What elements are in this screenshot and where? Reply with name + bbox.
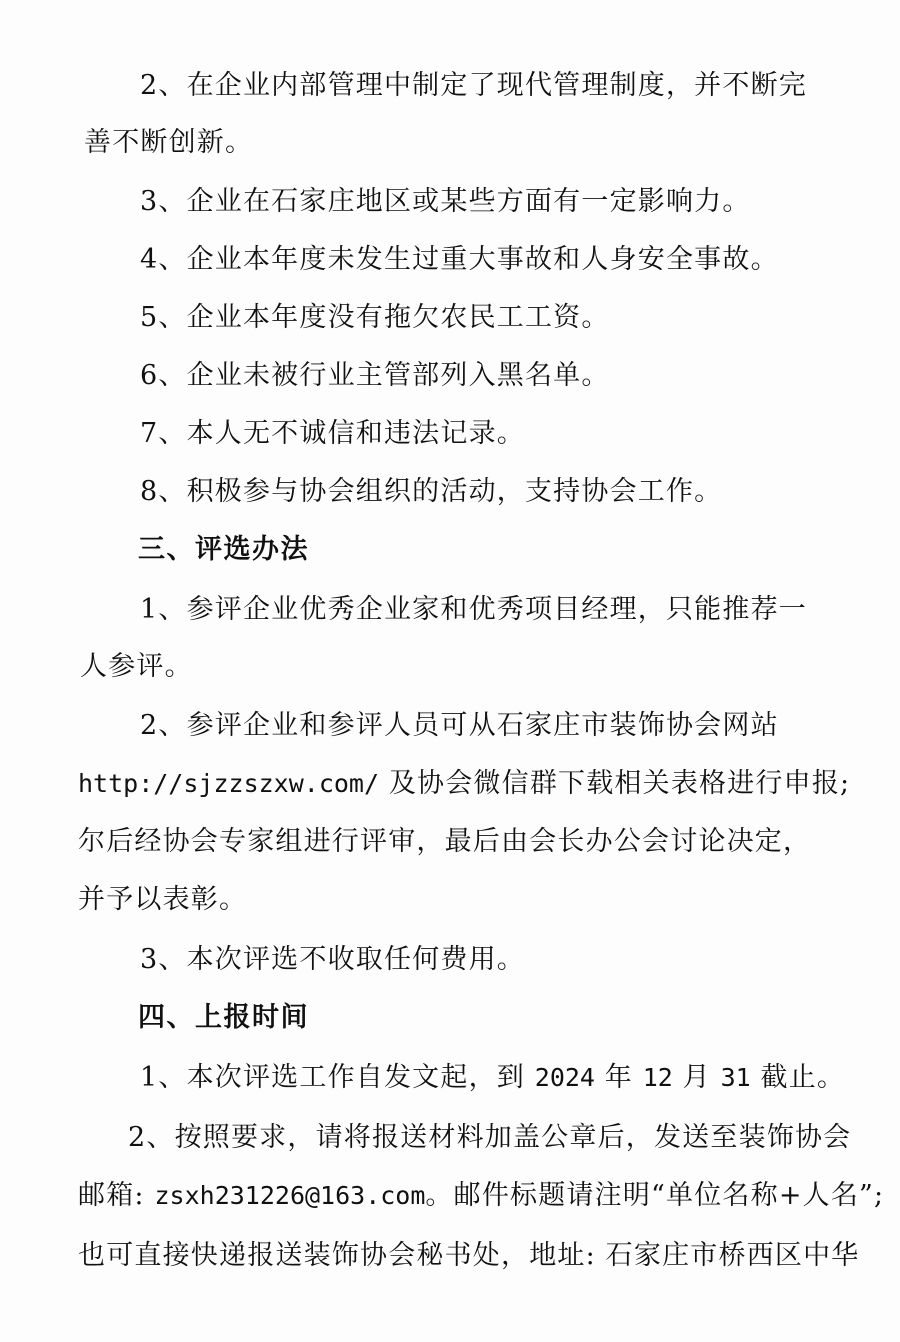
deadline-line (140, 1058, 845, 1098)
criterion-6: 6、企业未被行业主管部列入黑名单。 (140, 360, 610, 391)
criterion-3: 3、企业在石家庄地区或某些方面有一定影响力。 (140, 186, 751, 217)
submission-line-2 (78, 1176, 884, 1216)
criterion-2-line-1: 2、在企业内部管理中制定了现代管理制度，并不断完 (140, 70, 807, 101)
method-2-line-3: 尔后经协会专家组进行评审，最后由会长办公会讨论决定， (78, 826, 812, 857)
deadline-year: 2024 (534, 1063, 595, 1092)
submission-line-1: 2、按照要求，请将报送材料加盖公章后，发送至装饰协会 (128, 1122, 852, 1153)
method-3: 3、本次评选不收取任何费用。 (140, 944, 525, 975)
criterion-2-line-2: 善不断创新。 (84, 127, 254, 158)
submission-line-2-text: 。邮件标题请注明“单位名称+人名”; (425, 1180, 885, 1211)
deadline-month: 12 (642, 1063, 673, 1092)
association-website-url: http://sjzzszxw.com/ (78, 769, 380, 798)
email-label: 邮箱: (78, 1180, 155, 1211)
deadline-day: 31 (720, 1063, 751, 1092)
deadline-month-unit: 月 (672, 1062, 721, 1093)
deadline-year-unit: 年 (594, 1062, 643, 1093)
criterion-7: 7、本人无不诚信和违法记录。 (140, 418, 525, 449)
method-1-line-2: 人参评。 (80, 651, 193, 682)
submission-line-3: 也可直接快递报送装饰协会秘书处，地址: 石家庄市桥西区中华 (78, 1240, 860, 1271)
deadline-suffix: 截止。 (750, 1062, 846, 1093)
method-2-line-2-text: 及协会微信群下载相关表格进行申报; (379, 768, 851, 799)
criterion-5: 5、企业本年度没有拖欠农民工工资。 (140, 302, 610, 333)
association-email: zsxh231226@163.com (154, 1181, 426, 1210)
criterion-4: 4、企业本年度未发生过重大事故和人身安全事故。 (140, 244, 779, 275)
method-1-line-1: 1、参评企业优秀企业家和优秀项目经理，只能推荐一 (140, 594, 807, 625)
method-2-line-2 (78, 764, 850, 804)
method-2-line-1: 2、参评企业和参评人员可从石家庄市装饰协会网站 (140, 710, 779, 741)
deadline-prefix: 1、本次评选工作自发文起，到 (140, 1062, 535, 1093)
criterion-8: 8、积极参与协会组织的活动，支持协会工作。 (140, 476, 723, 507)
method-2-line-4: 并予以表彰。 (78, 884, 248, 915)
section-4-heading: 四、上报时间 (138, 1002, 309, 1033)
section-3-heading: 三、评选办法 (138, 534, 309, 565)
